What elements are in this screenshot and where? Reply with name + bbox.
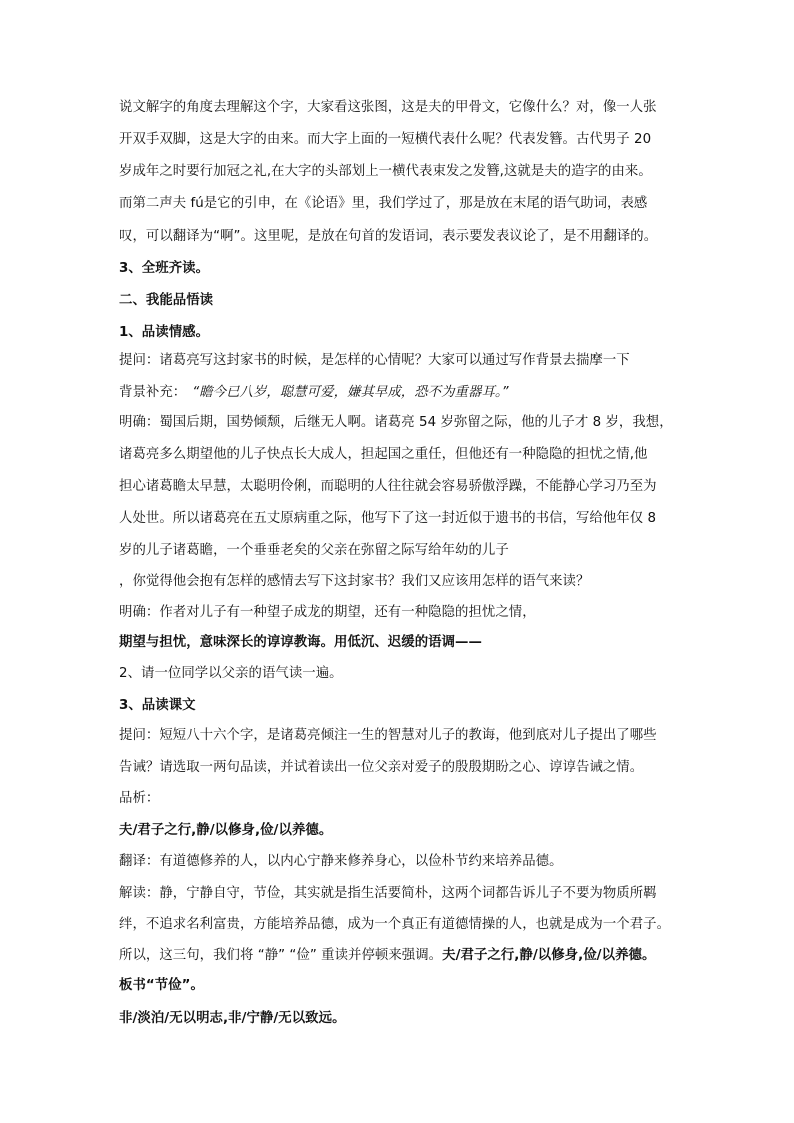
classical-quote: 夫/君子之行,静/以修身,俭/以养德。	[119, 823, 333, 838]
list-item-father-tone: 2、请一位同学以父亲的语气读一遍。	[119, 666, 343, 681]
paragraph-line: ，你觉得他会抱有怎样的感情去写下这封家书？我们又应该用怎样的语气来读？	[119, 574, 590, 589]
emphasis-quote: 夫/君子之行,静/以修身,俭/以养德。	[442, 948, 656, 963]
paragraph-line: 叹，可以翻译为“啊”。这里呢，是放在句首的发语词，表示要发表议论了，是不用翻译的。	[119, 229, 658, 244]
list-item-full-class-reading: 3、全班齐读。	[119, 261, 210, 276]
paragraph-line: 诸葛亮多么期望他的儿子快点长大成人，担起国之重任，但他还有一种隐隐的担忧之情,他	[119, 447, 648, 462]
classical-quote: 非/淡泊/无以明志,非/宁静/无以致远。	[119, 1011, 346, 1026]
paragraph-line: 岁成年之时要行加冠之礼,在大字的头部划上一横代表束发之发簪,这就是夫的造字的由来。	[119, 164, 652, 179]
background-quote: “瞻今已八岁，聪慧可爱，嫌其早成，恐不为重器耳。”	[192, 385, 509, 400]
emphasis-line	[119, 947, 655, 965]
paragraph-line: 人处世。所以诸葛亮在五丈原病重之际，他写下了这一封近似于遗书的书信，写给他年仅 8	[119, 511, 657, 526]
paragraph-line: 说文解字的角度去理解这个字，大家看这张图，这是夫的甲骨文，它像什么？对，像一人张	[119, 100, 657, 115]
list-item-text-reading: 3、品读课文	[119, 698, 196, 713]
question-line: 提问：短短八十六个字，是诸葛亮倾注一生的智慧对儿子的教诲，他到底对儿子提出了哪些	[119, 728, 657, 743]
paragraph-line: 而第二声夫 fú是它的引申，在《论语》里，我们学过了，那是放在末尾的语气助词，表感	[119, 196, 648, 211]
background-label: 背景补充：	[119, 385, 187, 400]
question-line: 提问：诸葛亮写这封家书的时候，是怎样的心情呢？大家可以通过写作背景去揣摩一下	[119, 353, 630, 368]
emphasis-plain: 所以，这三句，我们将 “静” “俭” 重读并停顿来强调。	[119, 948, 443, 963]
paragraph-line: 开双手双脚，这是大字的由来。而大字上面的一短横代表什么呢？代表发簪。古代男子 20	[119, 132, 652, 147]
blackboard-note: 板书“节俭”。	[119, 978, 204, 993]
paragraph-line: 明确：作者对儿子有一种望子成龙的期望，还有一种隐隐的担忧之情，	[119, 605, 536, 620]
paragraph-line: 担心诸葛瞻太早慧，太聪明伶俐，而聪明的人往往就会容易骄傲浮躁，不能静心学习乃至为	[119, 479, 657, 494]
list-item-emotion-reading: 1、品读情感。	[119, 325, 210, 340]
interpretation-line: 绊，不追求名利富贵，方能培养品德，成为一个真正有道德情操的人，也就是成为一个君子。	[119, 917, 671, 932]
interpretation-line: 解读：静，宁静自守，节俭，其实就是指生活要简朴，这两个词都告诉儿子不要为物质所羁	[119, 886, 657, 901]
analysis-label: 品析：	[119, 791, 160, 806]
translation-line: 翻译：有道德修养的人，以内心宁静来修养身心，以俭朴节约来培养品德。	[119, 854, 563, 869]
background-line	[119, 384, 509, 402]
paragraph-line: 明确：蜀国后期，国势倾颓，后继无人啊。诸葛亮 54 岁弥留之际，他的儿子才 8 岁，我想，	[119, 415, 673, 430]
paragraph-line: 岁的儿子诸葛瞻，一个垂垂老矣的父亲在弥留之际写给年幼的儿子	[119, 543, 509, 558]
question-line: 告诫？请选取一两句品读，并试着读出一位父亲对爱子的殷殷期盼之心、谆谆告诫之情。	[119, 760, 644, 775]
section-heading: 二、我能品悟读	[119, 293, 214, 308]
emphasis-line: 期望与担忧，意味深长的谆谆教诲。用低沉、迟缓的语调——	[119, 635, 482, 650]
